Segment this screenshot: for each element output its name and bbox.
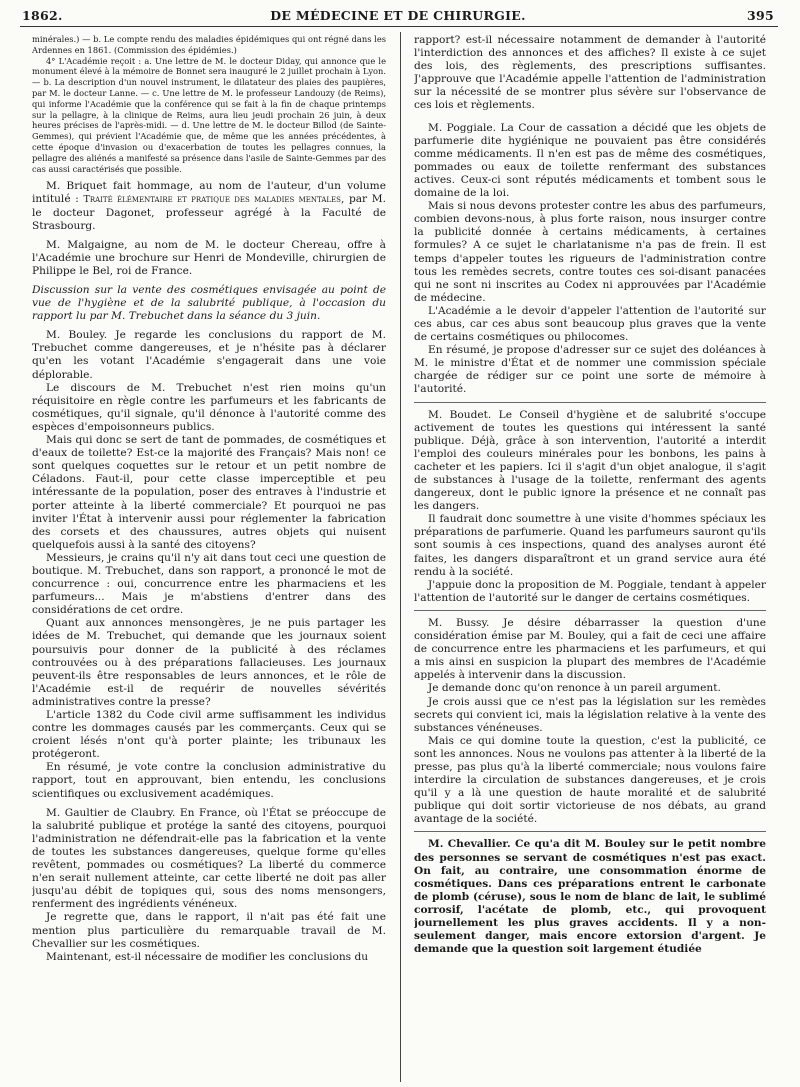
- section-rule: [414, 831, 766, 832]
- right-column: [414, 34, 766, 1082]
- discussion-heading: Discussion sur la vente des cosmétiques envisagée au point de vue de l'hygiène et de la salubrité publique, à l'occasion du rapport lu par M. Trebuchet dans la séance du 3 juin.: [32, 284, 386, 323]
- header-year: 1862.: [22, 8, 63, 23]
- paragraph: M. Malgaigne, au nom de M. le docteur Chereau, offre à l'Académie une brochure sur Henri de Mondeville, chirurgien de Philippe le Bel, roi de France.: [32, 238, 386, 277]
- column-divider: [400, 32, 401, 1082]
- paragraph: M. Poggiale. La Cour de cassation a décidé que les objets de parfumerie dite hygiénique ne pouvaient pas être considérés comme médicaments. Il n'en est pas de même des cosmétiques, pommades ou eaux de toilette renfermant des substances actives. Ceux-ci sont réputés médicaments et tombent sous le domaine de la loi.: [414, 121, 766, 200]
- paragraph: Mais ce qui domine toute la question, c'est la publicité, ce sont les annonces. Nous ne voulons pas attenter à la liberté de la presse, pas plus qu'à la liberté commerciale; nous voulons faire interdire la circulation de substances dangereuses, et je crois qu'il y a là une question de haute moralité et de salubrité publique qui doit sortir victorieuse de nos débats, au grand avantage de la société.: [414, 734, 766, 826]
- paragraph: Messieurs, je crains qu'il n'y ait dans tout ceci une question de boutique. M. Trebuchet, dans son rapport, a prononcé le mot de concurrence : oui, concurrence entre les pharmaciens et les parfumeurs... Mais je m'abstiens d'entrer dans des considérations de cet ordre.: [32, 551, 386, 617]
- paragraph: Je demande donc qu'on renonce à un pareil argument.: [428, 682, 721, 695]
- paragraph: Le discours de M. Trebuchet n'est rien moins qu'un réquisitoire en règle contre les parfumeurs et les fabricants de cosmétiques, qu'il signale, qu'il dénonce à l'autorité comme des espèces d'empoisonneurs publics.: [32, 381, 386, 433]
- paragraph: En résumé, je propose d'adresser sur ce sujet des doléances à M. le ministre d'État et de nommer une commission spéciale chargée de rédiger sur ce point une sorte de mémoire à l'autorité.: [414, 344, 766, 396]
- paragraph: M. Briquet fait hommage, au nom de l'auteur, d'un volume intitulé : Traité élémentaire et pratique des maladies mentales, par M. le docteur Dagonet, professeur agrégé à la Faculté de Strasbourg.: [32, 180, 386, 232]
- paragraph: M. Chevallier. Ce qu'a dit M. Bouley sur le petit nombre des personnes se servant de cosmétiques n'est pas exact. On fait, au contraire, une consommation énorme de cosmétiques. Dans ces préparations entrent le carbonate de plomb (céruse), sous le nom de blanc de lait, le sublimé corrosif, l'acétate de plomb, etc., qui provoquent journellement les plus graves accidents. Il y a non-seulement danger, mais encore extorsion d'argent. Je demande que la question soit largement étudiée: [414, 838, 766, 956]
- paragraph: M. Bussy. Je désire débarrasser la question d'une considération émise par M. Bouley, qui a fait de ceci une affaire de concurrence entre les pharmaciens et les parfumeurs, et qui a mis ainsi en suspicion la plupart des membres de l'Académie appelés à intervenir dans la discussion.: [414, 616, 766, 682]
- paragraph: 4° L'Académie reçoit : a. Une lettre de M. le docteur Diday, qui annonce que le monument élevé à la mémoire de Bonnet sera inauguré le 2 juillet prochain à Lyon. — b. La description d'un nouvel instrument, le dilatateur des plaies des paupières, par M. le docteur Lanne. — c. Une lettre de M. le professeur Landouzy (de Reims), qui informe l'Académie que la conférence qui se fait à la fin de chaque printemps sur la pellagre, à la clinique de Reims, aura lieu jeudi prochain 26 juin, à deux heures précises de l'après-midi. — d. Une lettre de M. le docteur Billod (de Sainte-Gemmes), qui prévient l'Académie que, de même que les années précédentes, à cette époque d'invasion ou d'exacerbation de toutes les pellagres connues, la pellagre des aliénés a manifesté sa présence dans l'asile de Sainte-Gemmes par des cas aussi caractérisés que possible.: [32, 55, 386, 174]
- paragraph: Quant aux annonces mensongères, je ne puis partager les idées de M. Trebuchet, qui demande que les journaux soient poursuivis pour donner de la publicité à des réclames controuvées ou à des préparations fallacieuses. Les journaux peuvent-ils être responsables de leurs annonces, et le rôle de l'Académie est-il de requérir de nouvelles sévérités administratives contre la presse?: [32, 617, 386, 708]
- header-rule: [20, 26, 778, 27]
- paragraph: Maintenant, est-il nécessaire de modifier les conclusions du: [46, 950, 369, 963]
- paragraph: Mais si nous devons protester contre les abus des parfumeurs, combien devons-nous, à plus forte raison, nous insurger contre la publicité donnée à certains médicaments, à certaines formules? A ce sujet le charlatanisme n'a pas de frein. Il est temps d'appeler toutes les rigueurs de l'administration contre tous les remèdes secrets, contre toutes ces soi-disant panacées qui ne sont ni inscrites au Codex ni approuvées par l'Académie de médecine.: [414, 200, 766, 304]
- section-rule: [414, 610, 766, 611]
- paragraph: Je regrette que, dans le rapport, il n'ait pas été fait une mention plus particulière du remarquable travail de M. Chevallier sur les cosmétiques.: [32, 911, 386, 950]
- paragraph: L'Académie a le devoir d'appeler l'attention de l'autorité sur ces abus, car ces abus sont beaucoup plus graves que la vente de certains cosmétiques ou philocomes.: [414, 304, 766, 344]
- paragraph: En résumé, je vote contre la conclusion administrative du rapport, tout en approuvant, bien entendu, les conclusions scientifiques ou exclusivement académiques.: [32, 761, 386, 800]
- running-header: [22, 6, 774, 26]
- header-title: DE MÉDECINE ET DE CHIRURGIE.: [270, 8, 526, 23]
- left-column: [32, 34, 386, 1082]
- page-number: 395: [747, 8, 774, 23]
- paragraph: J'appuie donc la proposition de M. Poggiale, tendant à appeler l'attention de l'autorité sur le danger de certains cosmétiques.: [414, 578, 766, 604]
- paragraph: minérales.) — b. Le compte rendu des maladies épidémiques qui ont régné dans les Ardennes en 1861. (Commission des épidémies.): [32, 34, 386, 55]
- paragraph: rapport? est-il nécessaire notamment de demander à l'autorité l'interdiction des annonces et des affiches? Il existe à ce sujet des lois, des règlements, des prescriptions suffisantes. J'approuve que l'Académie appelle l'attention de l'administration sur la nécessité de se montrer plus sévère sur l'observance de ces lois et règlements.: [414, 34, 766, 112]
- paragraph: L'article 1382 du Code civil arme suffisamment les individus contre les dommages causés par les commerçants. Ceux qui se croient lésés n'ont qu'à porter plainte; les tribunaux les protégeront.: [32, 709, 386, 761]
- paragraph: M. Boudet. Le Conseil d'hygiène et de salubrité s'occupe activement de toutes les questions qui intéressent la santé publique. Déjà, grâce à son intervention, l'autorité a interdit l'emploi des couleurs minérales pour les bonbons, les pains à cacheter et les papiers. Ici il s'agit d'un objet analogue, il s'agit de substances à l'usage de la toilette, renfermant des agents dangereux, dont le public ignore la présence et ne connaît pas les dangers.: [414, 408, 766, 513]
- paragraph: M. Bouley. Je regarde les conclusions du rapport de M. Trebuchet comme dangereuses, et je n'hésite pas à déclarer qu'en les votant l'Académie s'engagerait dans une voie déplorable.: [32, 329, 386, 381]
- paragraph: Je crois aussi que ce n'est pas la législation sur les remèdes secrets qui convient ici, mais la législation relative à la vente des substances vénéneuses.: [414, 695, 766, 734]
- paragraph: Il faudrait donc soumettre à une visite d'hommes spéciaux les préparations de parfumerie. Quand les parfumeurs sauront qu'ils sont soumis à ces inspections, quand des analyses auront été faites, les dangers disparaîtront et un grand service aura été rendu à la société.: [414, 513, 766, 578]
- paragraph: M. Gaultier de Claubry. En France, où l'État se préoccupe de la salubrité publique et protége la santé des citoyens, pourquoi l'administration ne défendrait-elle pas la fabrication et la vente de toutes les substances dangereuses, quelque forme qu'elles revêtent, pommades ou cosmétiques? La liberté du commerce n'en serait nullement atteinte, car cette liberté ne doit pas aller jusqu'au débit de topiques qui, sous des noms mensongers, renferment des ingrédients vénéneux.: [32, 806, 386, 911]
- section-rule: [414, 402, 766, 403]
- paragraph: Mais qui donc se sert de tant de pommades, de cosmétiques et d'eaux de toilette? Est-ce la majorité des Français? Mais non! ce sont quelques coquettes sur le retour et un petit nombre de Céladons. Faut-il, pour cette classe imperceptible et peu intéressante de la population, poser des entraves à l'industrie et porter atteinte à la liberté commerciale? Et pourquoi ne pas inviter l'État à intervenir aussi pour réglementer la fabrication des corsets et des chaussures, autres objets qui nuisent quelquefois aussi à la santé des citoyens?: [32, 434, 386, 551]
